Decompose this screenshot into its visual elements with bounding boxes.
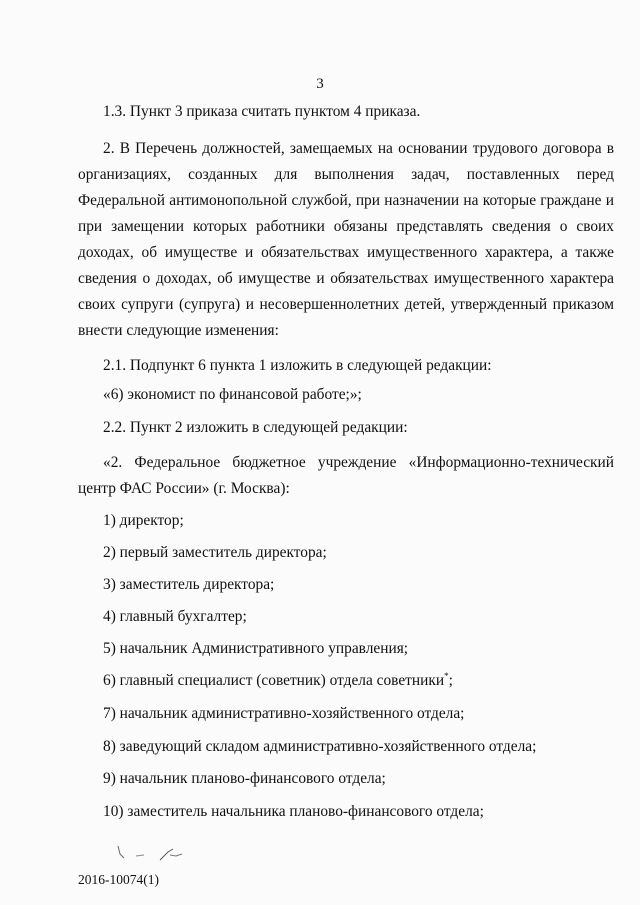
list-item-6 xyxy=(103,672,614,690)
list-item: 10) заместитель начальника планово-финансового отдела; xyxy=(103,803,484,820)
paragraph-2-line-8: внести следующие изменения: xyxy=(78,322,279,339)
paragraph-2-line-3: Федеральной антимонопольной службой, при назначении на которые граждане и xyxy=(78,192,614,209)
list-item-6-text: 6) главный специалист (советник) отдела советники xyxy=(103,672,445,689)
paragraph-2-line-6: сведения о доходах, об имуществе и обязательствах имущественного характера xyxy=(78,270,614,287)
list-item: 9) начальник планово-финансового отдела; xyxy=(103,770,386,787)
list-item: 7) начальник административно-хозяйственного отдела; xyxy=(103,705,465,722)
document-code: 2016-10074(1) xyxy=(78,872,159,887)
page-number: 3 xyxy=(316,76,324,92)
paragraph-1-3: 1.3. Пункт 3 приказа считать пунктом 4 приказа. xyxy=(103,103,421,120)
paragraph-2-2-quote-line-1: «2. Федеральное бюджетное учреждение «Информационно-технический xyxy=(103,454,614,471)
list-item: 1) директор; xyxy=(103,512,184,529)
list-item: 3) заместитель директора; xyxy=(103,576,275,593)
paragraph-2-line-2: организациях, созданных для выполнения задач, поставленных перед xyxy=(78,166,614,183)
paragraph-2-line-4: при замещении которых работники обязаны представлять сведения о своих xyxy=(78,218,614,235)
signature-scribble xyxy=(110,842,200,872)
paragraph-2-1-quote: «6) экономист по финансовой работе;»; xyxy=(103,386,362,403)
paragraph-2-line-5: доходах, об имуществе и обязательствах имущественного характера, а также xyxy=(78,244,614,261)
paragraph-2-line-1: 2. В Перечень должностей, замещаемых на основании трудового договора в xyxy=(103,140,614,157)
list-item: 8) заведующий складом административно-хозяйственного отдела; xyxy=(103,738,537,755)
list-item-6-end: ; xyxy=(448,672,453,689)
paragraph-2-line-7: своих супруги (супруга) и несовершеннолетних детей, утвержденный приказом xyxy=(78,296,614,313)
list-item: 5) начальник Административного управления; xyxy=(103,640,409,657)
paragraph-2-2-quote-line-2: центр ФАС России» (г. Москва): xyxy=(78,480,290,497)
paragraph-2-1: 2.1. Подпункт 6 пункта 1 изложить в следующей редакции: xyxy=(103,357,492,374)
list-item: 2) первый заместитель директора; xyxy=(103,544,327,561)
list-item: 4) главный бухгалтер; xyxy=(103,608,247,625)
footnote-marker: * xyxy=(444,670,449,681)
paragraph-2-2: 2.2. Пункт 2 изложить в следующей редакции: xyxy=(103,419,408,436)
